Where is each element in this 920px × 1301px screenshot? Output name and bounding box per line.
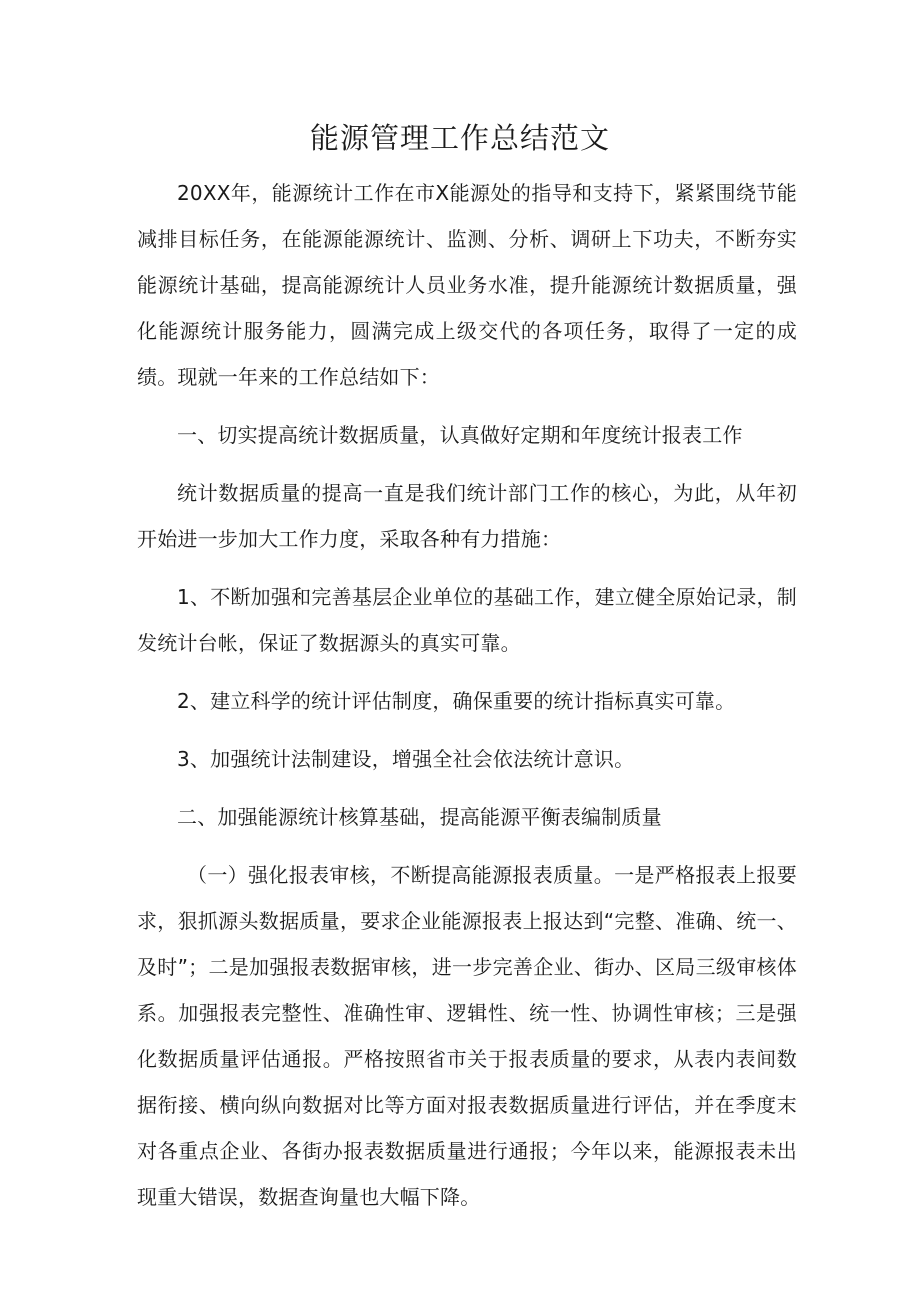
subsection-1-paragraph: （一）强化报表审核，不断提高能源报表质量。一是严格报表上报要求，狠抓源头数据质量，要求企业能源报表上报达到“完整、准确、统一、及时”；二是加强报表数据审核，进一步完善企业、街办、区局三级审核体系。加强报表完整性、准确性审、逻辑性、统一性、协调性审核；三是强化数据质量评估通报。严格按照省市关于报表质量的要求，从表内表间数据衔接、横向纵向数据对比等方面对报表数据质量进行评估，并在季度末对各重点企业、各街办报表数据质量进行通报；今年以来，能源报表未出现重大错误，数据查询量也大幅下降。 bbox=[137, 863, 797, 1209]
section-heading-1: 一、切实提高统计数据质量，认真做好定期和年度统计报表工作 bbox=[177, 423, 743, 447]
section-heading-2: 二、加强能源统计核算基础，提高能源平衡表编制质量 bbox=[177, 805, 662, 829]
measure-2-paragraph: 2、建立科学的统计评估制度，确保重要的统计指标真实可靠。 bbox=[177, 689, 736, 713]
intro-paragraph: 20XX年，能源统计工作在市X能源处的指导和支持下，紧紧围绕节能减排目标任务，在能源能源统计、监测、分析、调研上下功夫，不断夯实能源统计基础，提高能源统计人员业务水准，提升能源统计数据质量，强化能源统计服务能力，圆满完成上级交代的各项任务，取得了一定的成绩。现就一年来的工作总结如下： bbox=[137, 181, 797, 389]
section-1-intro-paragraph: 统计数据质量的提高一直是我们统计部门工作的核心，为此，从年初开始进一步加大工作力度，采取各种有力措施： bbox=[137, 481, 797, 551]
document-body bbox=[137, 170, 797, 1232]
document-title: 能源管理工作总结范文 bbox=[309, 121, 610, 155]
measure-1-paragraph: 1、不断加强和完善基层企业单位的基础工作，建立健全原始记录，制发统计台帐，保证了数据源头的真实可靠。 bbox=[137, 585, 797, 655]
measure-3-paragraph: 3、加强统计法制建设，增强全社会依法统计意识。 bbox=[177, 747, 635, 771]
